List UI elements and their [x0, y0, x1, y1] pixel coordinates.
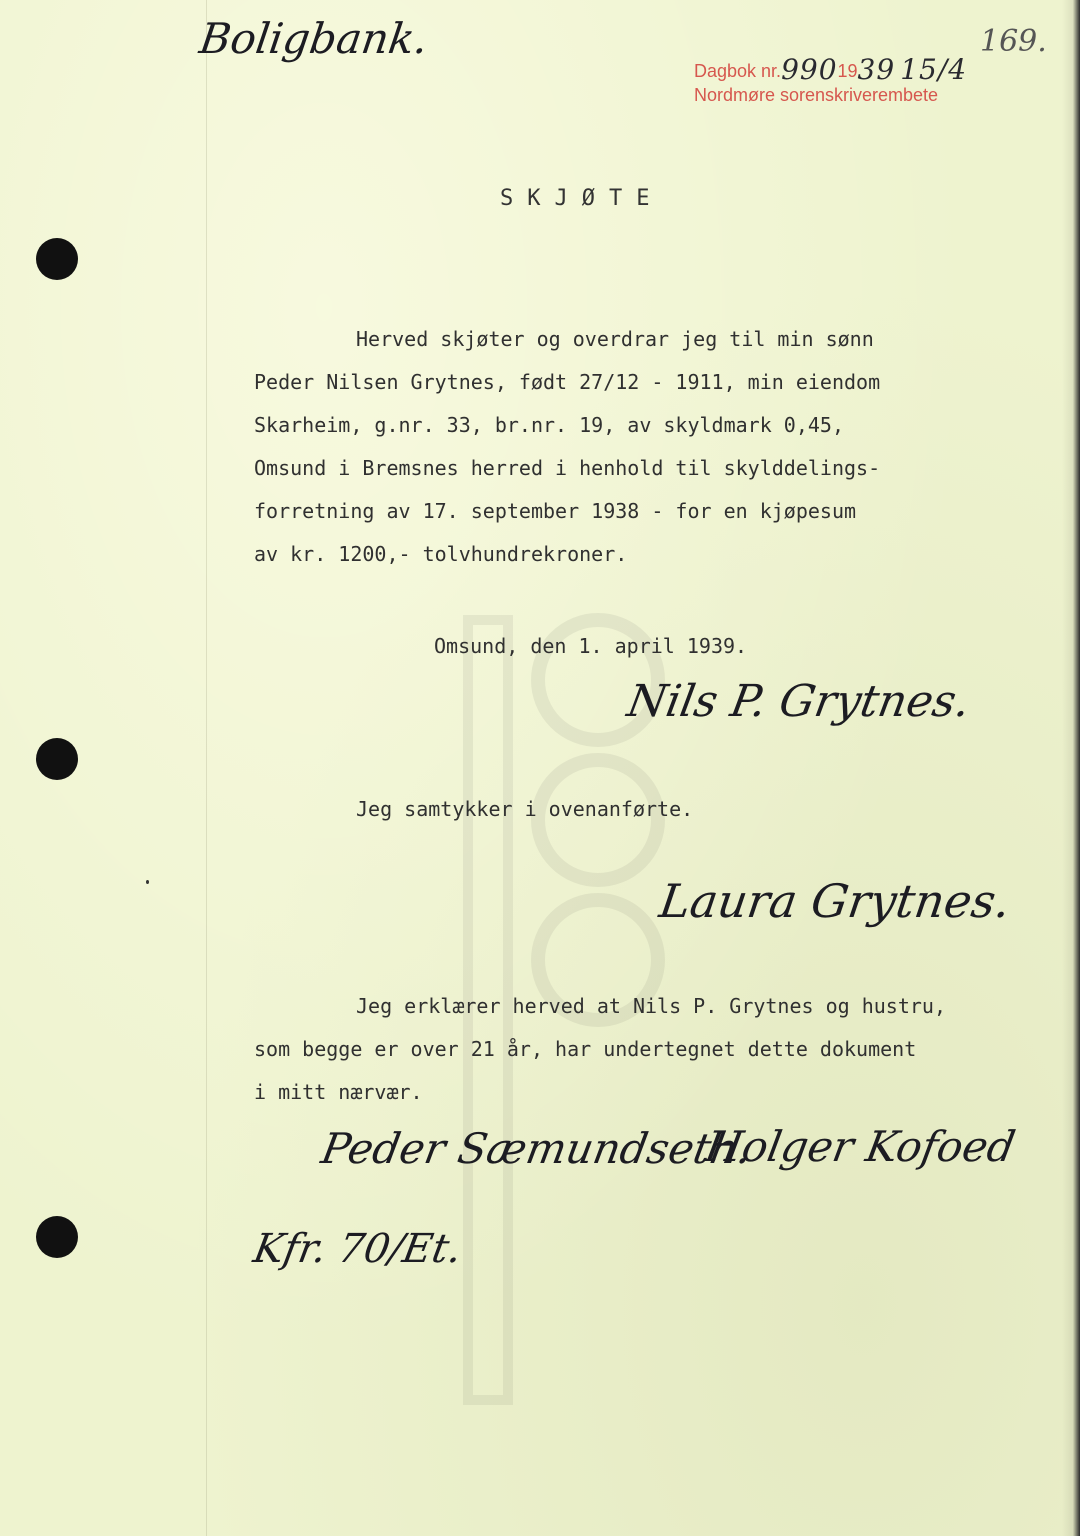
- seller-signature: Nils P. Grytnes.: [623, 676, 975, 727]
- punch-hole: [36, 738, 78, 780]
- text-line: i mitt nærvær.: [254, 1080, 423, 1104]
- page-number: 169.: [980, 24, 1047, 59]
- text-line: Omsund i Bremsnes herred i henhold til skylddelings-: [254, 456, 881, 480]
- stamp-line-1: [694, 53, 968, 86]
- stamp-entry-number: 990: [781, 53, 838, 86]
- stamp-date: 15/4: [900, 53, 968, 86]
- document-title: SKJØTE: [500, 186, 664, 211]
- text-line: forretning av 17. september 1938 - for en kjøpesum: [254, 499, 857, 523]
- text-line: Peder Nilsen Grytnes, født 27/12 - 1911, min eiendom: [254, 370, 881, 394]
- bank-annotation: Boligbank.: [196, 14, 432, 63]
- text-line: Jeg erklærer herved at Nils P. Grytnes og hustru,: [356, 994, 947, 1018]
- punch-hole: [36, 1216, 78, 1258]
- witness-signature-2: Holger Kofoed: [701, 1122, 1019, 1171]
- stamp-office: Nordmøre sorenskriverembete: [694, 85, 939, 105]
- punch-hole: [36, 238, 78, 280]
- registry-stamp: [694, 53, 968, 107]
- stamp-year: 39: [857, 53, 896, 86]
- text-line: av kr. 1200,- tolvhundrekroner.: [254, 542, 628, 566]
- witness-paragraph: [254, 985, 946, 1114]
- consent-statement: Jeg samtykker i ovenanførte.: [356, 797, 694, 821]
- spouse-signature: Laura Grytnes.: [656, 874, 1014, 928]
- ink-speck: [146, 880, 149, 884]
- text-line: Herved skjøter og overdrar jeg til min sønn: [356, 327, 874, 351]
- place-date-line: Omsund, den 1. april 1939.: [434, 634, 748, 658]
- witness-signature-1: Peder Sæmundseth.: [317, 1124, 756, 1173]
- deed-paragraph: [254, 318, 880, 576]
- text-line: Skarheim, g.nr. 33, br.nr. 19, av skyldmark 0,45,: [254, 413, 845, 437]
- text-line: som begge er over 21 år, har undertegnet dette dokument: [254, 1037, 917, 1061]
- copy-reference-note: Kfr. 70/Et.: [249, 1226, 466, 1272]
- stamp-year-prefix: 19: [837, 61, 858, 81]
- fold-line: [206, 0, 207, 1536]
- stamp-label: Dagbok nr.: [694, 61, 782, 81]
